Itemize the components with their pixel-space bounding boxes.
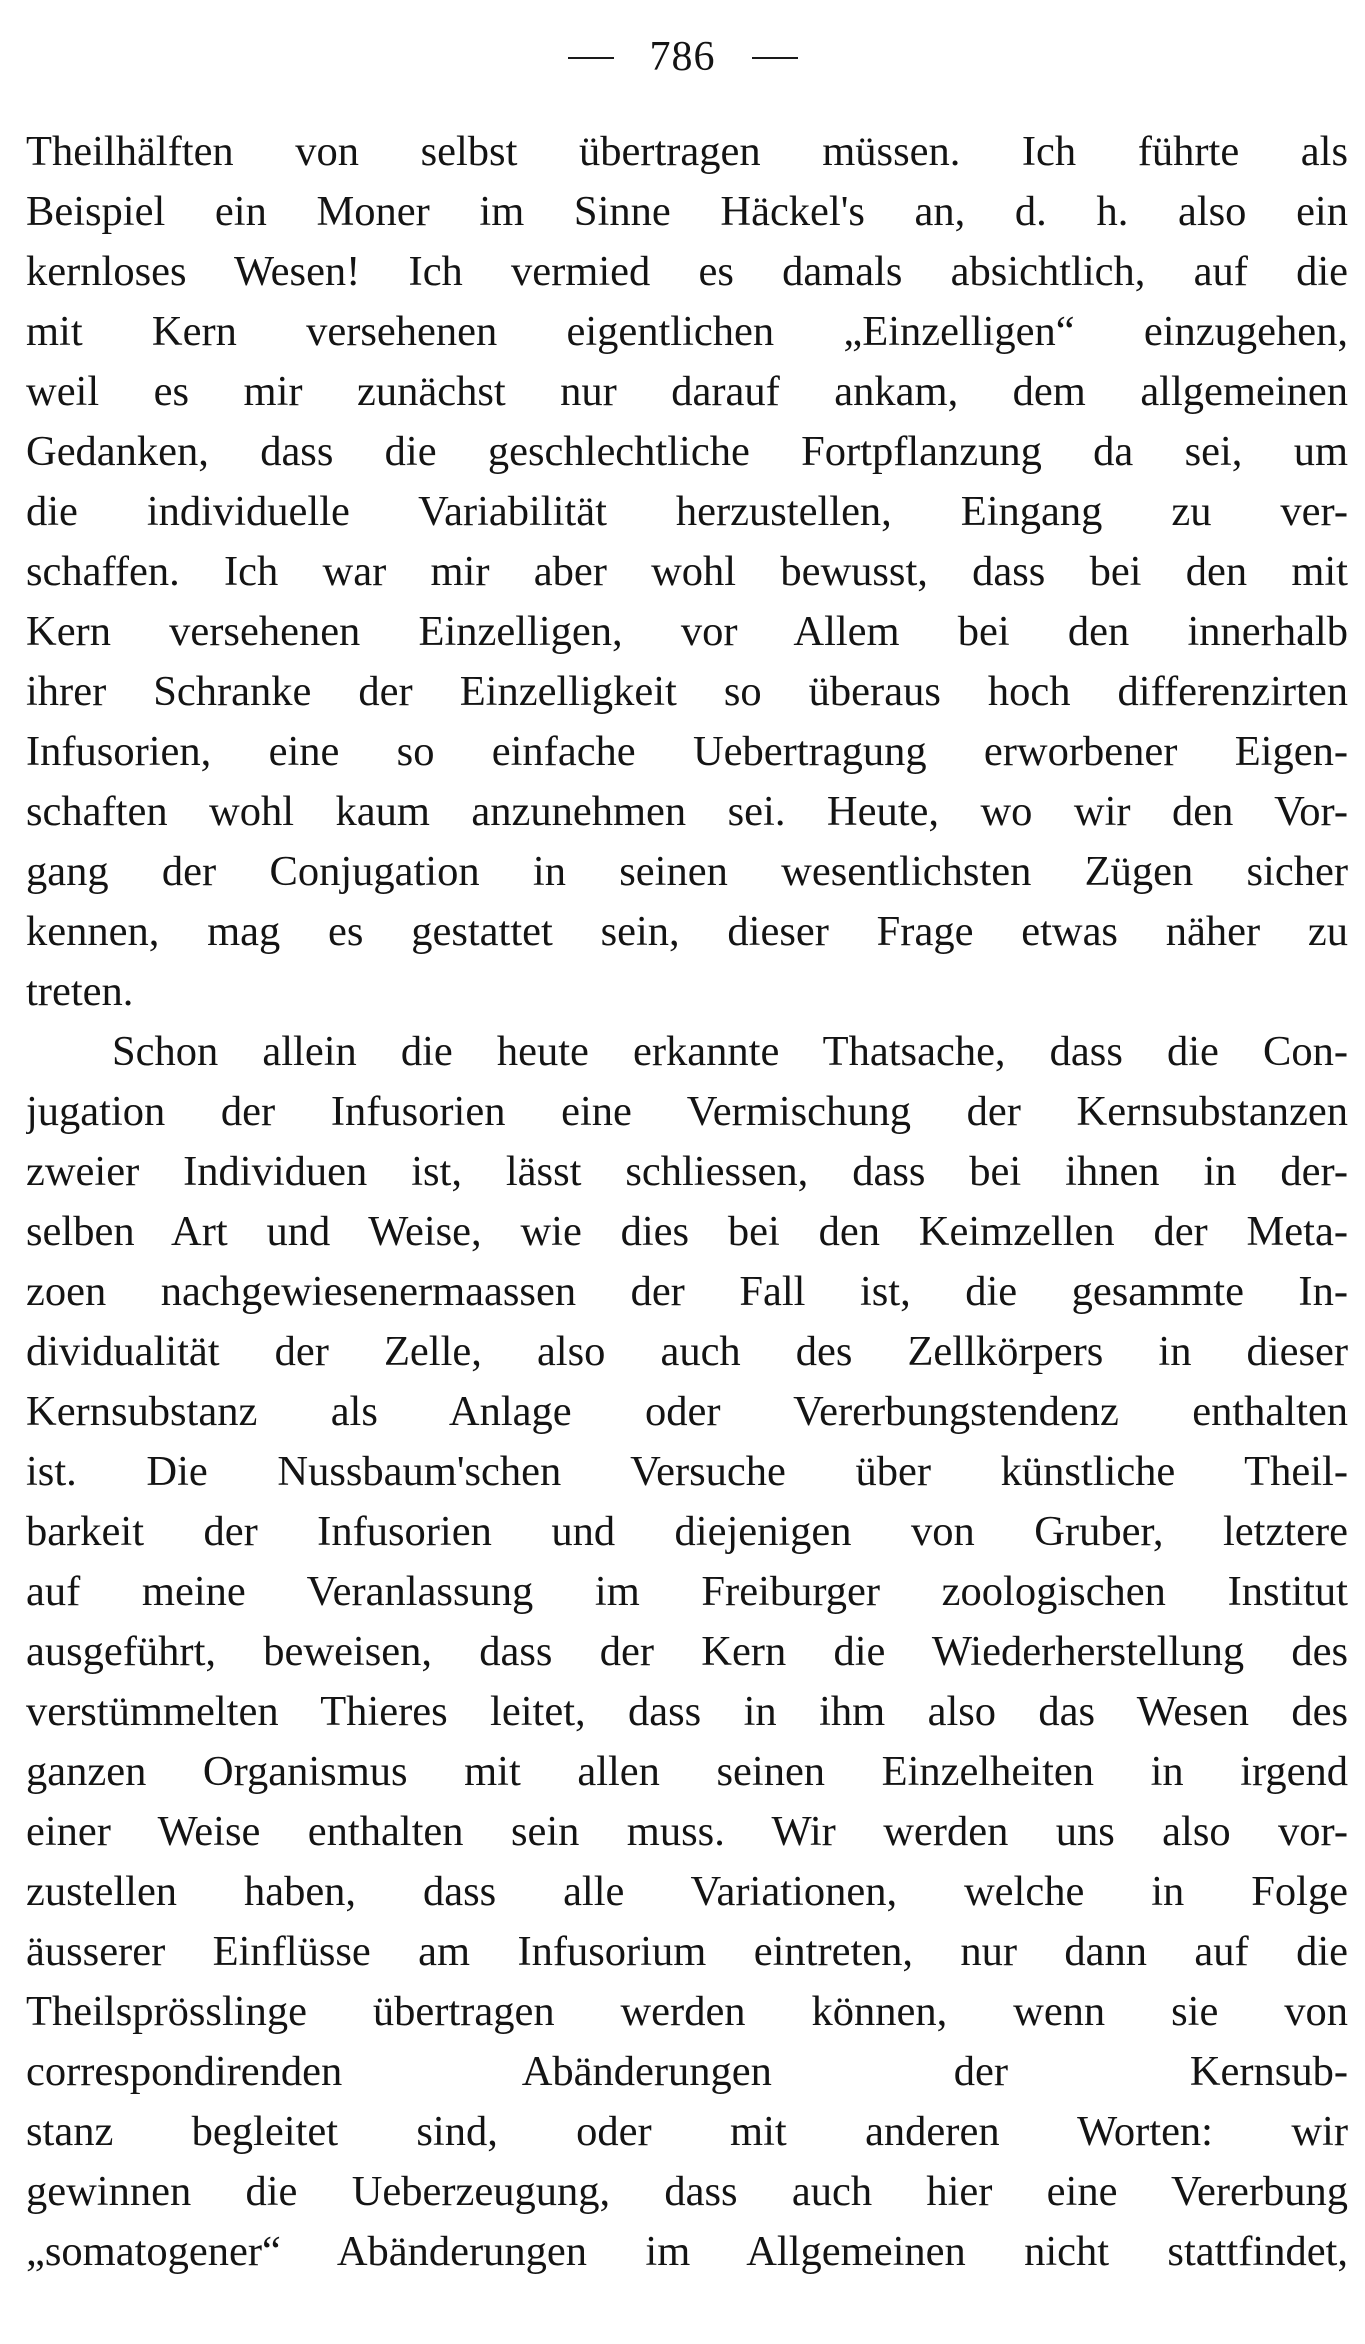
- text-line-6: Gedanken, dass die geschlechtliche Fortpflanzung da sei, um: [26, 428, 1348, 475]
- text-line-2: Beispiel ein Moner im Sinne Häckel's an, d. h. also ein: [26, 188, 1348, 235]
- text-line-16: Schon allein die heute erkannte Thatsache, dass die Con-: [112, 1028, 1348, 1075]
- page-number: 786: [649, 34, 716, 81]
- text-line-24: barkeit der Infusorien und diejenigen von Gruber, letztere: [26, 1508, 1348, 1555]
- text-line-12: schaften wohl kaum anzunehmen sei. Heute, wo wir den Vor-: [26, 788, 1348, 835]
- text-line-10: ihrer Schranke der Einzelligkeit so überaus hoch differenzirten: [26, 668, 1348, 715]
- text-line-31: äusserer Einflüsse am Infusorium eintreten, nur dann auf die: [26, 1928, 1348, 1975]
- text-line-22: Kernsubstanz als Anlage oder Vererbungstendenz enthalten: [26, 1388, 1348, 1435]
- text-line-1: Theilhälften von selbst übertragen müssen. Ich führte als: [26, 128, 1348, 175]
- text-line-25: auf meine Veranlassung im Freiburger zoologischen Institut: [26, 1568, 1348, 1615]
- text-line-33: correspondirenden Abänderungen der Kernsub-: [26, 2048, 1348, 2095]
- text-line-18: zweier Individuen ist, lässt schliessen, dass bei ihnen in der-: [26, 1148, 1348, 1195]
- text-line-21: dividualität der Zelle, also auch des Zellkörpers in dieser: [26, 1328, 1348, 1375]
- text-line-7: die individuelle Variabilität herzustellen, Eingang zu ver-: [26, 488, 1348, 535]
- text-line-28: ganzen Organismus mit allen seinen Einzelheiten in irgend: [26, 1748, 1348, 1795]
- header-dash-left: [568, 55, 614, 59]
- text-line-14: kennen, mag es gestattet sein, dieser Frage etwas näher zu: [26, 908, 1348, 955]
- text-line-32: Theilsprösslinge übertragen werden können, wenn sie von: [26, 1988, 1348, 2035]
- text-line-29: einer Weise enthalten sein muss. Wir werden uns also vor-: [26, 1808, 1348, 1855]
- text-line-23: ist. Die Nussbaum'schen Versuche über künstliche Theil-: [26, 1448, 1348, 1495]
- text-line-15: treten.: [26, 968, 134, 1015]
- text-line-13: gang der Conjugation in seinen wesentlichsten Zügen sicher: [26, 848, 1348, 895]
- text-line-9: Kern versehenen Einzelligen, vor Allem bei den innerhalb: [26, 608, 1348, 655]
- text-line-5: weil es mir zunächst nur darauf ankam, dem allgemeinen: [26, 368, 1348, 415]
- text-line-8: schaffen. Ich war mir aber wohl bewusst, dass bei den mit: [26, 548, 1348, 595]
- text-body: [26, 122, 1348, 2282]
- text-line-19: selben Art und Weise, wie dies bei den Keimzellen der Meta-: [26, 1208, 1348, 1255]
- text-line-17: jugation der Infusorien eine Vermischung der Kernsubstanzen: [26, 1088, 1348, 1135]
- page-header: [0, 24, 1365, 87]
- text-line-11: Infusorien, eine so einfache Uebertragung erworbener Eigen-: [26, 728, 1348, 775]
- text-line-30: zustellen haben, dass alle Variationen, welche in Folge: [26, 1868, 1348, 1915]
- header-dash-right: [752, 55, 798, 59]
- text-line-35: gewinnen die Ueberzeugung, dass auch hier eine Vererbung: [26, 2168, 1348, 2215]
- text-line-34: stanz begleitet sind, oder mit anderen Worten: wir: [26, 2108, 1348, 2155]
- text-line-4: mit Kern versehenen eigentlichen „Einzelligen“ einzugehen,: [26, 308, 1348, 355]
- text-line-20: zoen nachgewiesenermaassen der Fall ist, die gesammte In-: [26, 1268, 1348, 1315]
- text-line-26: ausgeführt, beweisen, dass der Kern die Wiederherstellung des: [26, 1628, 1348, 1675]
- text-line-27: verstümmelten Thieres leitet, dass in ihm also das Wesen des: [26, 1688, 1348, 1735]
- text-line-3: kernloses Wesen! Ich vermied es damals absichtlich, auf die: [26, 248, 1348, 295]
- text-line-36: „somatogener“ Abänderungen im Allgemeinen nicht stattfindet,: [26, 2228, 1348, 2275]
